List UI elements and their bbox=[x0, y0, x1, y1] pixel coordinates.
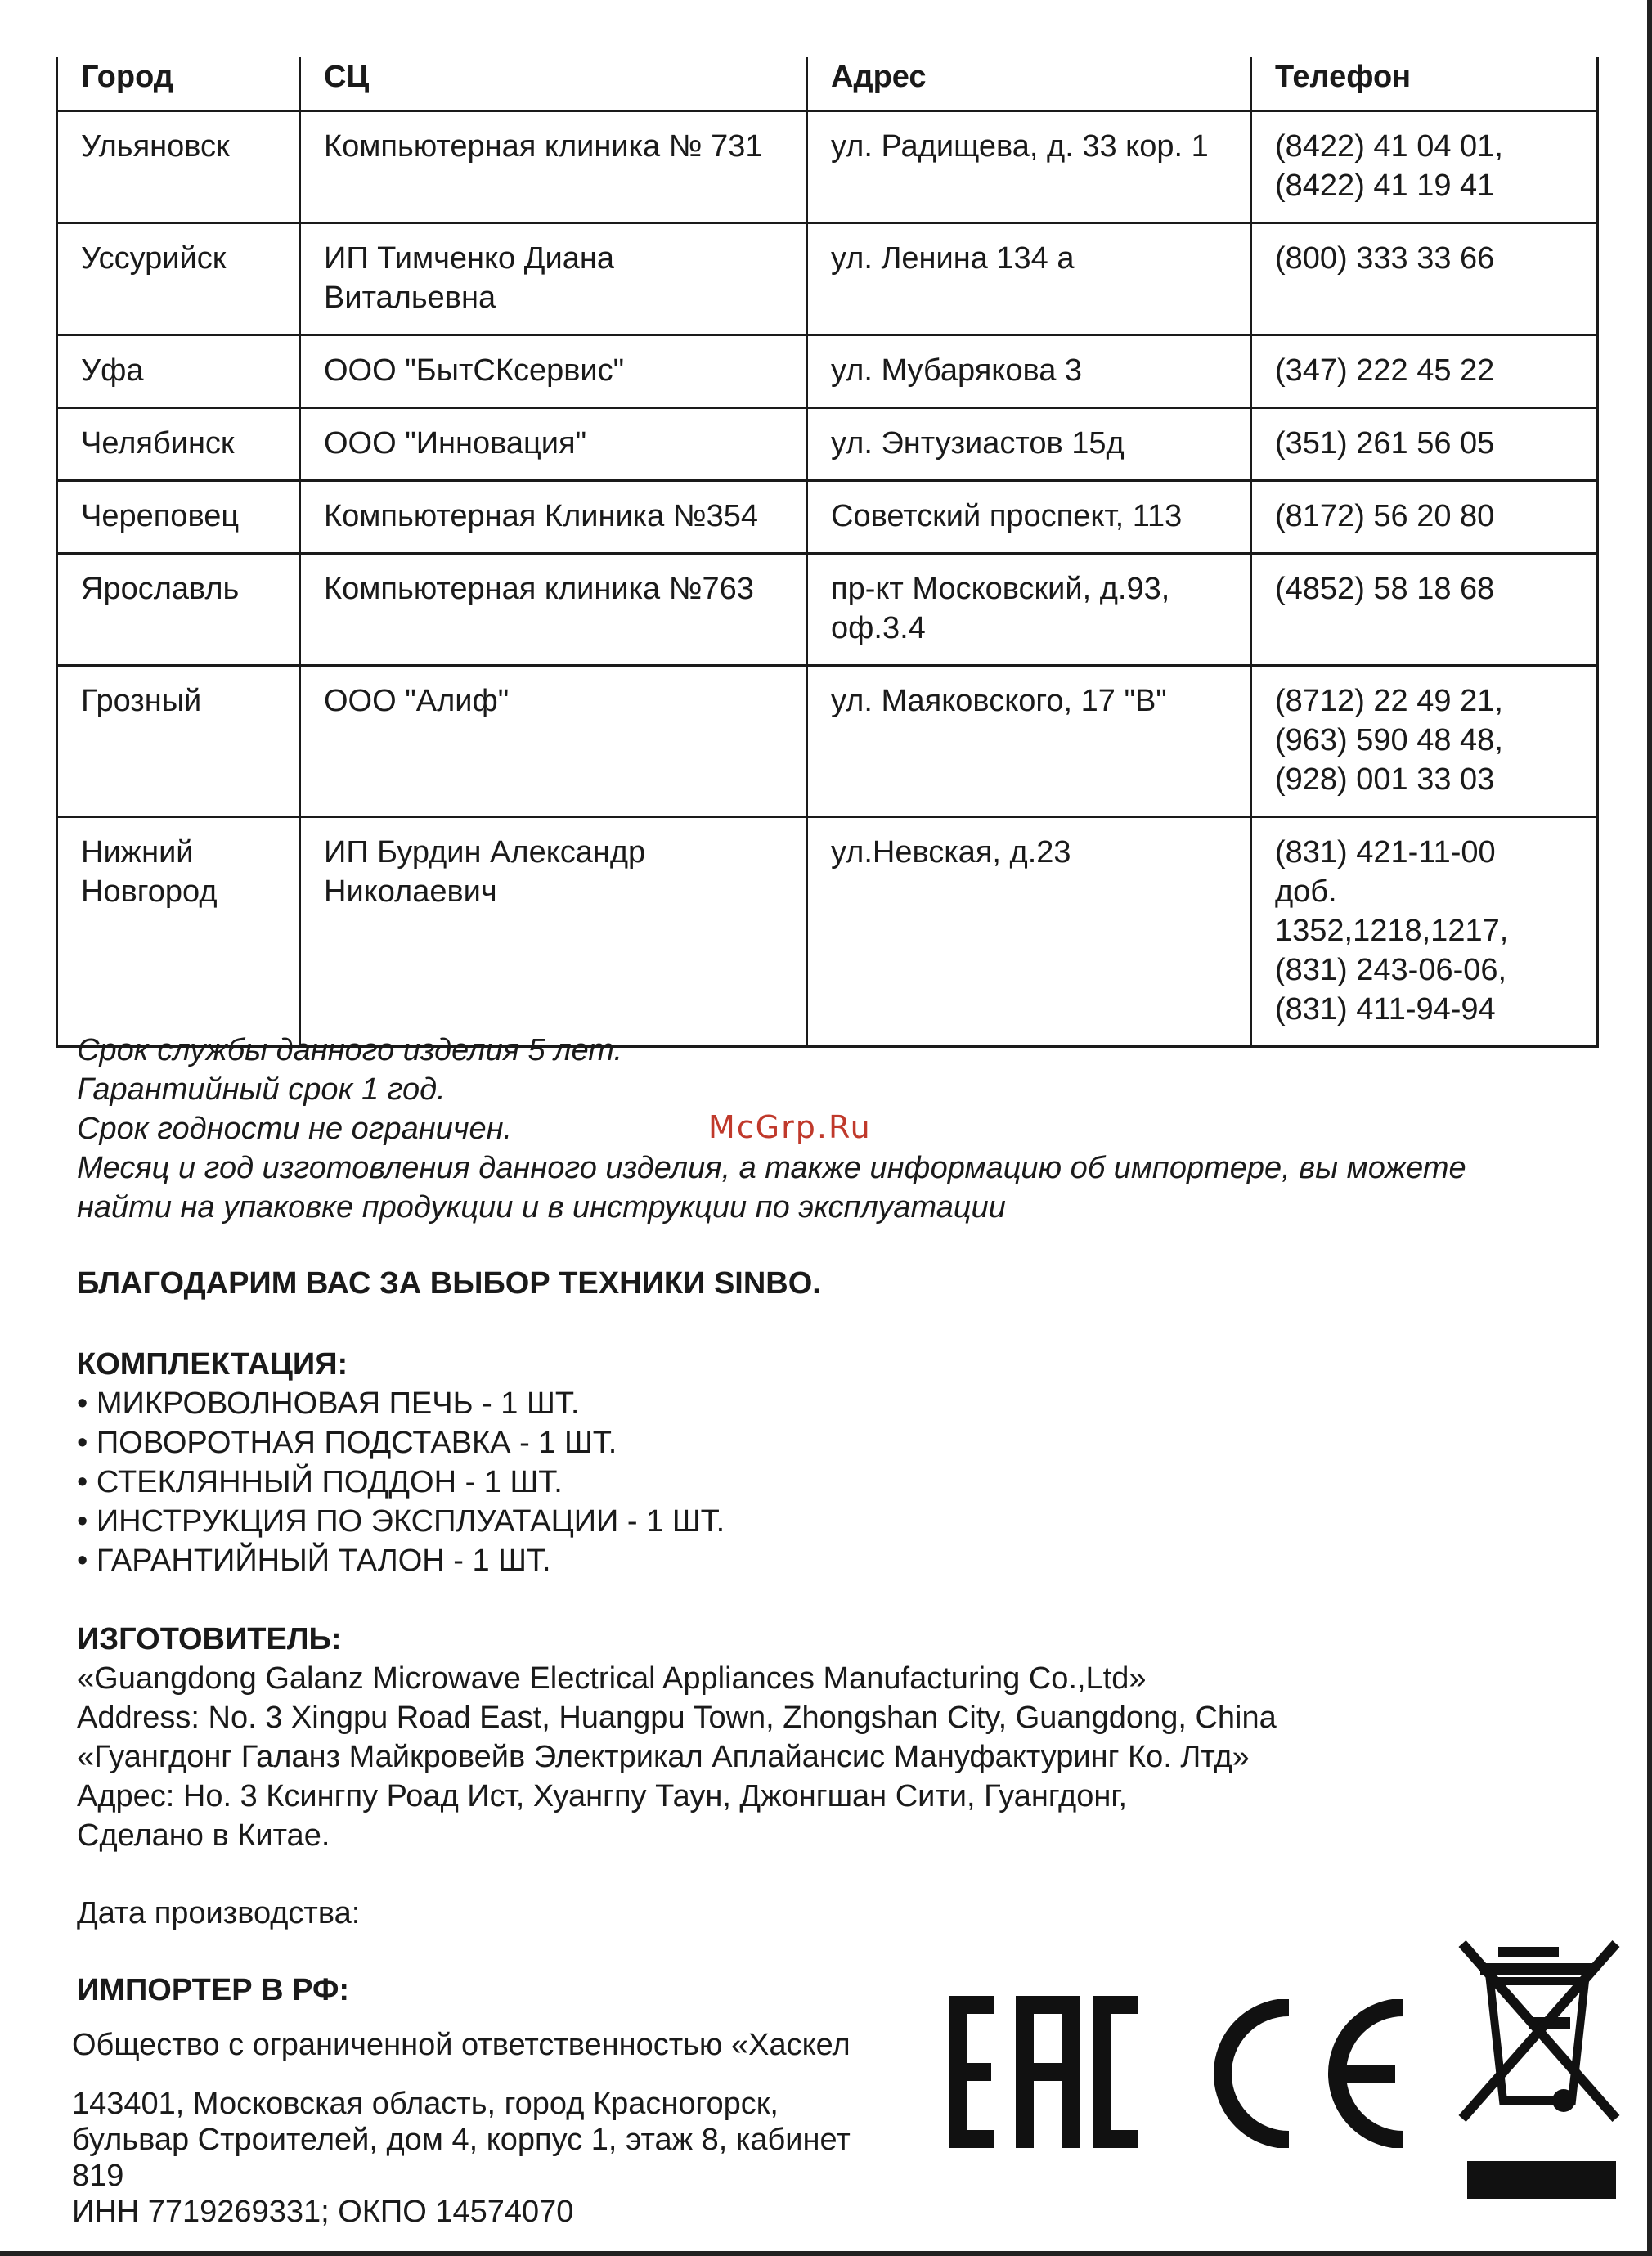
cell-city: Ульяновск bbox=[57, 111, 300, 223]
table-row bbox=[57, 223, 1598, 335]
cell-address: ул. Ленина 134 а bbox=[807, 223, 1251, 335]
importer-address-line: бульвар Строителей, дом 4, корпус 1, этаж 8, кабинет bbox=[72, 2123, 851, 2157]
list-item: • СТЕКЛЯННЫЙ ПОДДОН - 1 ШТ. bbox=[77, 1465, 563, 1499]
list-item: • ПОВОРОТНАЯ ПОДСТАВКА - 1 ШТ. bbox=[77, 1426, 617, 1460]
table-row bbox=[57, 111, 1598, 223]
importer-heading: ИМПОРТЕР В РФ: bbox=[77, 1973, 350, 2007]
importer-address-line: 143401, Московская область, город Красногорск, bbox=[72, 2087, 779, 2121]
cell-address: ул.Невская, д.23 bbox=[807, 817, 1251, 1047]
cell-sc: Компьютерная Клиника №354 bbox=[300, 481, 807, 554]
manufacturer-line: Сделано в Китае. bbox=[77, 1818, 330, 1853]
cell-sc: ИП Тимченко Диана Витальевна bbox=[300, 223, 807, 335]
table-row bbox=[57, 408, 1598, 481]
cell-city: Челябинск bbox=[57, 408, 300, 481]
eac-mark-icon bbox=[949, 1996, 1138, 2148]
cell-city: Нижний Новгород bbox=[57, 817, 300, 1047]
cell-address: ул. Маяковского, 17 "В" bbox=[807, 666, 1251, 817]
watermark: McGrp.Ru bbox=[708, 1109, 872, 1145]
manufacture-info-note-cont: найти на упаковке продукции и в инструкции по эксплуатации bbox=[77, 1190, 1006, 1225]
service-life-note: Срок службы данного изделия 5 лет. bbox=[77, 1033, 623, 1067]
importer-address-line: 819 bbox=[72, 2159, 124, 2193]
warranty-period-note: Гарантийный срок 1 год. bbox=[77, 1072, 446, 1107]
cell-phone: (8712) 22 49 21, (963) 590 48 48, (928) 001 33 03 bbox=[1251, 666, 1598, 817]
service-center-table bbox=[56, 57, 1599, 1048]
cell-sc: ООО "Алиф" bbox=[300, 666, 807, 817]
cell-city: Череповец bbox=[57, 481, 300, 554]
manufacturer-line: Address: No. 3 Xingpu Road East, Huangpu Town, Zhongshan City, Guangdong, China bbox=[77, 1701, 1277, 1735]
manufacturer-line: «Гуангдонг Галанз Майкровейв Электрикал Аплайансис Мануфактуринг Ко. Лтд» bbox=[77, 1740, 1250, 1774]
header-address: Адрес bbox=[807, 57, 1251, 111]
production-date-label: Дата производства: bbox=[77, 1896, 361, 1930]
cell-sc: ООО "БытСКсервис" bbox=[300, 335, 807, 408]
importer-ids: ИНН 7719269331; ОКПО 14574070 bbox=[72, 2195, 574, 2229]
cell-sc: Компьютерная клиника № 731 bbox=[300, 111, 807, 223]
list-item: • ИНСТРУКЦИЯ ПО ЭКСПЛУАТАЦИИ - 1 ШТ. bbox=[77, 1504, 725, 1539]
shelf-life-note: Срок годности не ограничен. bbox=[77, 1112, 513, 1146]
cell-sc: ИП Бурдин Александр Николаевич bbox=[300, 817, 807, 1047]
weee-bin-icon bbox=[1456, 1939, 1627, 2209]
cell-phone: (800) 333 33 66 bbox=[1251, 223, 1598, 335]
kit-section bbox=[77, 1345, 725, 1580]
cell-city: Грозный bbox=[57, 666, 300, 817]
thanks-heading: БЛАГОДАРИМ ВАС ЗА ВЫБОР ТЕХНИКИ SINBO. bbox=[77, 1266, 821, 1301]
cell-phone: (4852) 58 18 68 bbox=[1251, 554, 1598, 666]
table-row bbox=[57, 666, 1598, 817]
cell-sc: Компьютерная клиника №763 bbox=[300, 554, 807, 666]
list-item: • ГАРАНТИЙНЫЙ ТАЛОН - 1 ШТ. bbox=[77, 1544, 551, 1578]
cell-phone: (831) 421-11-00 доб. 1352,1218,1217, (831) 243-06-06, (831) 411-94-94 bbox=[1251, 817, 1598, 1047]
importer-section bbox=[72, 2027, 890, 2230]
importer-org: Общество с ограниченной ответственностью «Хаскел bbox=[72, 2028, 851, 2062]
manufacturer-line: Адрес: Но. 3 Ксингпу Роад Ист, Хуангпу Таун, Джонгшан Сити, Гуангдонг, bbox=[77, 1779, 1128, 1813]
cell-address: ул. Энтузиастов 15д bbox=[807, 408, 1251, 481]
table-row bbox=[57, 817, 1598, 1047]
list-item: • МИКРОВОЛНОВАЯ ПЕЧЬ - 1 ШТ. bbox=[77, 1386, 580, 1421]
table-row bbox=[57, 554, 1598, 666]
table-header-row bbox=[57, 57, 1598, 111]
cell-address: Советский проспект, 113 bbox=[807, 481, 1251, 554]
kit-heading: КОМПЛЕКТАЦИЯ: bbox=[77, 1347, 348, 1382]
cell-phone: (351) 261 56 05 bbox=[1251, 408, 1598, 481]
manufacturer-line: «Guangdong Galanz Microwave Electrical Appliances Manufacturing Co.,Ltd» bbox=[77, 1661, 1147, 1696]
cell-sc: ООО "Инновация" bbox=[300, 408, 807, 481]
cell-phone: (8172) 56 20 80 bbox=[1251, 481, 1598, 554]
cell-phone: (8422) 41 04 01, (8422) 41 19 41 bbox=[1251, 111, 1598, 223]
table-row bbox=[57, 335, 1598, 408]
cell-city: Уссурийск bbox=[57, 223, 300, 335]
header-city: Город bbox=[57, 57, 300, 111]
cell-address: ул. Радищева, д. 33 кор. 1 bbox=[807, 111, 1251, 223]
header-phone: Телефон bbox=[1251, 57, 1598, 111]
cell-city: Уфа bbox=[57, 335, 300, 408]
cell-address: ул. Мубарякова 3 bbox=[807, 335, 1251, 408]
manufacturer-heading: ИЗГОТОВИТЕЛЬ: bbox=[77, 1622, 342, 1656]
cell-city: Ярославль bbox=[57, 554, 300, 666]
manufacturer-section bbox=[77, 1620, 1277, 1855]
cell-address: пр-кт Московский, д.93, оф.3.4 bbox=[807, 554, 1251, 666]
ce-mark-icon bbox=[1199, 1999, 1412, 2148]
cell-phone: (347) 222 45 22 bbox=[1251, 335, 1598, 408]
table-row bbox=[57, 481, 1598, 554]
header-sc: СЦ bbox=[300, 57, 807, 111]
manufacture-info-note: Месяц и год изготовления данного изделия, а также информацию об импортере, вы можете bbox=[77, 1151, 1466, 1185]
